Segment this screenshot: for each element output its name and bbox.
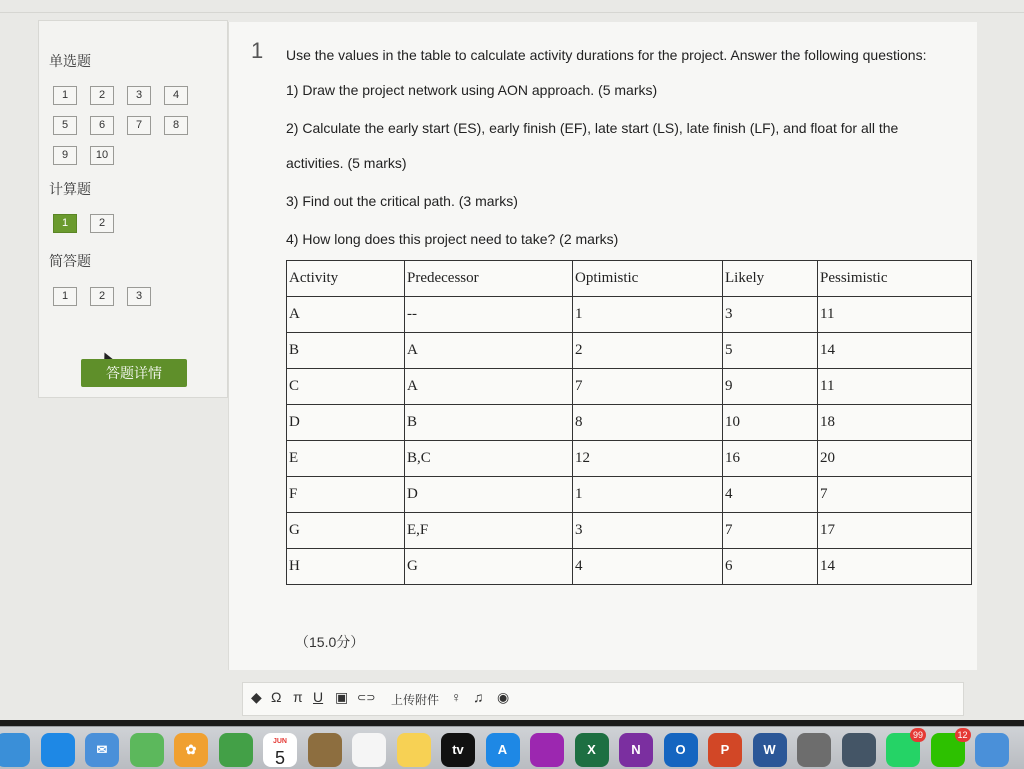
- section-title-short-answer: 简答题: [49, 253, 91, 269]
- settings-icon[interactable]: [797, 733, 831, 767]
- dock-icon-label: O: [675, 742, 686, 757]
- table-cell: 3: [573, 513, 723, 549]
- table-cell: 8: [573, 405, 723, 441]
- table-cell: G: [405, 549, 573, 585]
- table-cell: 3: [723, 297, 818, 333]
- table-row: [287, 477, 972, 513]
- maps-icon[interactable]: [130, 733, 164, 767]
- question-button[interactable]: 1: [53, 214, 77, 233]
- table-row: [287, 549, 972, 585]
- table-cell: 20: [818, 441, 972, 477]
- table-row: [287, 333, 972, 369]
- table-cell: --: [405, 297, 573, 333]
- question-score: （15.0分）: [295, 634, 365, 650]
- wechat-icon[interactable]: [931, 730, 968, 767]
- photos-icon[interactable]: [174, 733, 208, 767]
- table-cell: 11: [818, 297, 972, 333]
- table-cell: 1: [573, 297, 723, 333]
- table-cell: D: [287, 405, 405, 441]
- header-activity: Activity: [287, 261, 405, 297]
- image-icon[interactable]: ▣: [335, 689, 349, 705]
- notification-badge: 12: [955, 728, 971, 742]
- table-cell: 17: [818, 513, 972, 549]
- screen-icon[interactable]: [842, 733, 876, 767]
- table-cell: 9: [723, 369, 818, 405]
- notes-brown-icon[interactable]: [308, 733, 342, 767]
- powerpoint-icon[interactable]: [708, 733, 742, 767]
- omega-icon[interactable]: Ω: [271, 689, 282, 705]
- answer-details-button[interactable]: 答题详情: [81, 359, 187, 387]
- table-cell: 1: [573, 477, 723, 513]
- table-cell: 14: [818, 549, 972, 585]
- table-cell: 7: [818, 477, 972, 513]
- question-prompt: Use the values in the table to calculate activity durations for the project. Answer the following questions:: [286, 47, 927, 63]
- underline-icon[interactable]: U: [313, 689, 324, 705]
- question-button[interactable]: 10: [90, 146, 114, 165]
- table-cell: B,C: [405, 441, 573, 477]
- question-panel: [228, 22, 977, 670]
- upload-attachment-button[interactable]: 上传附件: [391, 693, 440, 707]
- table-cell: 7: [723, 513, 818, 549]
- question-number: 1: [251, 38, 264, 63]
- table-cell: 10: [723, 405, 818, 441]
- header-likely: Likely: [723, 261, 818, 297]
- table-row: [287, 441, 972, 477]
- table-cell: E: [287, 441, 405, 477]
- question-button[interactable]: 1: [53, 86, 77, 105]
- section-title-calculation: 计算题: [49, 181, 91, 197]
- table-cell: 7: [573, 369, 723, 405]
- link-icon[interactable]: ⊂⊃: [357, 692, 376, 704]
- question-button[interactable]: 6: [90, 116, 114, 135]
- notes-icon[interactable]: [397, 733, 431, 767]
- table-cell: D: [405, 477, 573, 513]
- question-part-2: 2) Calculate the early start (ES), early finish (EF), late start (LS), late finish (LF), and float for all the: [286, 120, 899, 136]
- mail-icon[interactable]: [85, 733, 119, 767]
- table-cell: E,F: [405, 513, 573, 549]
- answer-editor-toolbar: [242, 682, 964, 716]
- dock-icon-label: P: [720, 742, 730, 757]
- table-cell: 6: [723, 549, 818, 585]
- reminders-icon[interactable]: [352, 733, 386, 767]
- outlook-icon[interactable]: [664, 733, 698, 767]
- macos-dock: [0, 726, 1024, 769]
- appletv-icon[interactable]: [441, 733, 475, 767]
- header-optimistic: Optimistic: [573, 261, 723, 297]
- eraser-icon[interactable]: ◆: [251, 689, 262, 705]
- question-button[interactable]: 9: [53, 146, 77, 165]
- facetime-icon[interactable]: [219, 733, 253, 767]
- question-button[interactable]: 8: [164, 116, 188, 135]
- question-button[interactable]: 3: [127, 86, 151, 105]
- table-cell: 4: [723, 477, 818, 513]
- table-cell: G: [287, 513, 405, 549]
- dock-icon-label: X: [587, 742, 596, 757]
- podcasts-icon[interactable]: [530, 733, 564, 767]
- top-divider: [0, 12, 1024, 13]
- table-row: [287, 405, 972, 441]
- activity-table: [286, 260, 972, 585]
- finder-icon[interactable]: [0, 733, 30, 767]
- header-predecessor: Predecessor: [405, 261, 573, 297]
- table-cell: A: [287, 297, 405, 333]
- table-cell: 5: [723, 333, 818, 369]
- table-cell: 2: [573, 333, 723, 369]
- dock-icon-label: ✉: [96, 742, 108, 757]
- question-button[interactable]: 2: [90, 86, 114, 105]
- section-title-single-choice: 单选题: [49, 53, 91, 69]
- appstore-icon[interactable]: [486, 733, 520, 767]
- header-pessimistic: Pessimistic: [818, 261, 972, 297]
- calendar-month: JUN: [272, 738, 287, 745]
- table-row: [287, 297, 972, 333]
- dock-icon-label: W: [763, 742, 776, 757]
- table-cell: 18: [818, 405, 972, 441]
- question-part-4: 4) How long does this project need to take? (2 marks): [286, 231, 619, 247]
- table-cell: 4: [573, 549, 723, 585]
- table-cell: 16: [723, 441, 818, 477]
- table-row: [287, 513, 972, 549]
- dock-icon-label: tv: [452, 742, 464, 757]
- calendar-day: 5: [274, 748, 285, 768]
- message-icon[interactable]: [975, 733, 1009, 767]
- question-navigator: [38, 20, 228, 398]
- safari-icon[interactable]: [41, 733, 75, 767]
- question-button[interactable]: 3: [127, 287, 151, 306]
- table-cell: B: [287, 333, 405, 369]
- table-header-row: [287, 261, 972, 297]
- table-cell: 14: [818, 333, 972, 369]
- excel-icon[interactable]: [575, 733, 609, 767]
- table-cell: 12: [573, 441, 723, 477]
- table-cell: C: [287, 369, 405, 405]
- camera-icon[interactable]: ◉: [497, 689, 510, 705]
- question-button[interactable]: 2: [90, 287, 114, 306]
- question-part-3: 3) Find out the critical path. (3 marks): [286, 193, 518, 209]
- question-part-2-cont: activities. (5 marks): [286, 155, 407, 171]
- question-button[interactable]: 1: [53, 287, 77, 306]
- table-cell: 11: [818, 369, 972, 405]
- dock-icon-label: ✿: [185, 742, 197, 757]
- table-cell: H: [287, 549, 405, 585]
- whatsapp-icon[interactable]: [886, 730, 923, 767]
- onenote-icon[interactable]: [619, 733, 653, 767]
- table-cell: A: [405, 369, 573, 405]
- question-button[interactable]: 7: [127, 116, 151, 135]
- table-cell: F: [287, 477, 405, 513]
- pi-icon[interactable]: π: [293, 689, 303, 705]
- question-button[interactable]: 4: [164, 86, 188, 105]
- table-cell: A: [405, 333, 573, 369]
- word-icon[interactable]: [753, 733, 787, 767]
- calendar-icon[interactable]: [263, 733, 297, 767]
- table-row: [287, 369, 972, 405]
- question-part-1: 1) Draw the project network using AON approach. (5 marks): [286, 82, 658, 98]
- notification-badge: 99: [910, 728, 926, 742]
- dock-icon-label: N: [631, 742, 641, 757]
- table-cell: B: [405, 405, 573, 441]
- dock-icon-label: A: [497, 742, 508, 757]
- music-icon[interactable]: ♫: [473, 689, 484, 705]
- question-button[interactable]: 2: [90, 214, 114, 233]
- microphone-icon[interactable]: ♀: [451, 689, 462, 705]
- question-button[interactable]: 5: [53, 116, 77, 135]
